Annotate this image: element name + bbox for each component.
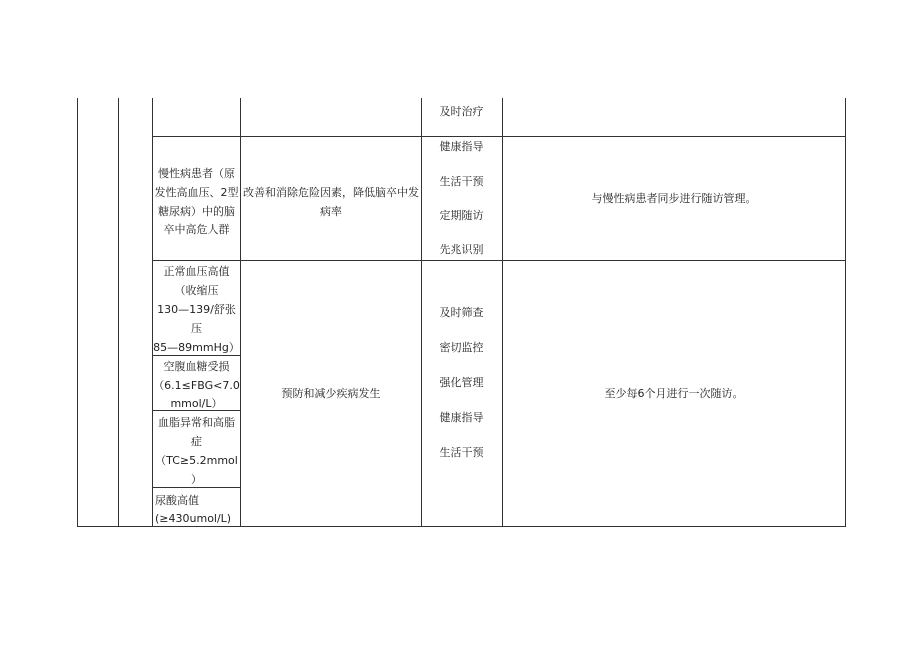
lipid-cell-text: （TC≥5.2mmol — [155, 454, 238, 467]
measure-cell-text: 生活干预 — [439, 175, 484, 188]
measure-cell-text: 先兆识别 — [439, 243, 484, 256]
goal-cell-text: 预防和减少疾病发生 — [281, 387, 381, 400]
followup-cell-text: 与慢性病患者同步进行随访管理。 — [591, 192, 757, 205]
measure-cell-text: 健康指导 — [439, 140, 484, 153]
lipid-cell-text: 症 — [191, 435, 202, 448]
measure-cell-text: 强化管理 — [439, 376, 484, 389]
bp-cell-text: 正常血压高值 — [163, 265, 230, 278]
bp-cell-text: 压 — [191, 322, 202, 335]
col-border-5 — [502, 98, 503, 527]
measure-cell-text: 定期随访 — [439, 209, 484, 222]
lipid-cell-text: 血脂异常和高脂 — [158, 416, 235, 429]
col-border-6 — [845, 98, 846, 527]
measure-cell-text: 密切监控 — [439, 341, 484, 354]
subcell-divider-1 — [152, 355, 240, 356]
bp-cell-text: 130—139/舒张 — [157, 303, 236, 316]
glucose-cell-text: mmol/L） — [170, 397, 223, 410]
measure-cell-text: 健康指导 — [439, 411, 484, 424]
followup-cell-text: 至少每6个月进行一次随访。 — [604, 387, 744, 400]
population-cell-text: 糖尿病）中的脑 — [158, 205, 235, 218]
goal-cell-text: 病率 — [320, 205, 342, 218]
uric-cell-text: 尿酸高值 — [155, 494, 199, 507]
bp-cell-text: （收缩压 — [174, 284, 219, 297]
col-border-0 — [77, 98, 78, 527]
col-border-3 — [240, 98, 241, 527]
population-cell-text: 发性高血压、2型 — [154, 186, 239, 199]
col-border-1 — [118, 98, 119, 527]
bp-cell-text: 85—89mmHg） — [153, 341, 240, 354]
uric-cell-text: (≥430umol/L) — [155, 512, 232, 525]
subcell-divider-3 — [152, 487, 240, 488]
lipid-cell-text: ） — [191, 473, 202, 486]
goal-cell-text: 改善和消除危险因素，降低脑卒中发 — [243, 186, 419, 199]
population-cell-text: 卒中高危人群 — [163, 223, 230, 236]
measure-cell-text: 生活干预 — [439, 446, 484, 459]
table-bottom-border — [77, 526, 846, 527]
glucose-cell-text: （6.1≤FBG<7.0 — [153, 379, 240, 392]
population-cell-text: 慢性病患者（原 — [158, 167, 235, 180]
row-divider-2 — [152, 260, 846, 261]
measure-cell-text: 及时治疗 — [439, 105, 484, 118]
subcell-divider-2 — [152, 410, 240, 411]
glucose-cell-text: 空腹血糖受损 — [163, 360, 230, 373]
row-divider-1 — [152, 136, 846, 137]
measure-cell-text: 及时筛查 — [439, 306, 484, 319]
